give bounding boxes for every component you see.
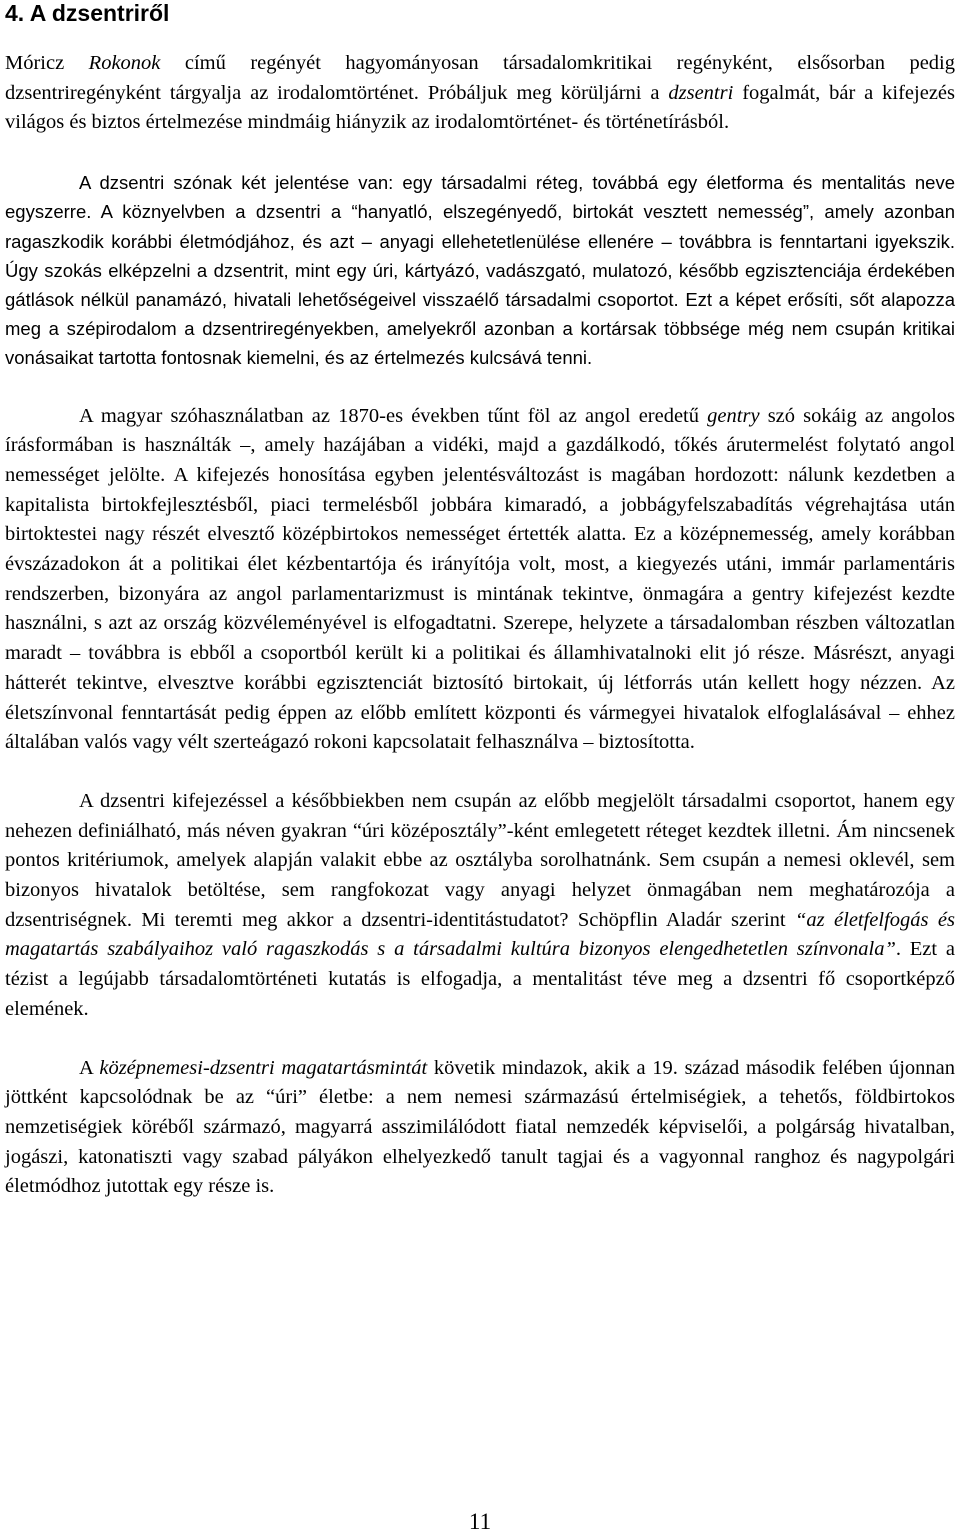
text-run: című regényét hagyományosan társadalomkritikai regényként, elsősorban pedig dzsentriregényként tárgyalja az irodalomtörténet. Próbáljuk meg körüljárni a [5,52,955,104]
text-run: fogalmát, bár a kifejezés világos és biztos értelmezése mindmáig hiányzik az irodalomtörténet- és történetírásból. [5,81,955,134]
text-run: . Ezt a tézist a legújabb társadalomtörténeti kutatás is elfogadja, a mentalitást téve meg a dzsentri fő csoportképző elemének. [5,938,955,1020]
paragraph-followers [5,1054,955,1203]
text-run: Móricz [5,52,89,74]
text-run: A magyar szóhasználatban az 1870-es években tűnt föl az angol eredetű [79,404,708,427]
paragraph-meaning: A dzsentri szónak két jelentése van: egy társadalmi réteg, továbbá egy életforma és mentalitás neve egyszerre. A köznyelvben a dzsentri a “hanyatló, elszegényedő, birtokát vesztett nemesség”, amely azonban ragaszkodik korábbi életmódjához, és azt – anyagi ellehetetlenülése ellenére – továbbra is fenntartani igyekszik. Úgy szokás elképzelni a dzsentrit, mint egy úri, kártyázó, vadászgató, mulatozó, később egzisztenciája érdekében gátlások nélkül panamázó, hivatali lehetőségeivel visszaélő társadalmi csoportot. Ezt a képet erősíti, sőt alapozza meg a szépirodalom a dzsentriregényekben, amelyekről azonban a kortársak többsége még nem csupán kritikai vonásaikat tartotta fontosnak kiemelni, és az értelmezés kulcsává tenni. [5,172,955,369]
text-run: szó sokáig az angolos írásformában is használták –, amely hazájában a vidéki, majd a gazdálkodó, tőkés árutermelést folytató angol nemességet jelölte. A kifejezés honosítása egyben jelentésváltozást is magában hordozott: nálunk kezdetben a kapitalista birtokfejlesztésből, piaci termelésből jobbára kimaradó, a jobbágyfelszabadítás végrehajtása után birtoktestei nagy részét elvesztő középbirtokos nemességet értették alatta. Ez a középnemesség, amely korábban évszázadokon át a politikai élet kézbentartója és irányítója volt, most, a kiegyezés utáni, immár parlamentáris rendszerben, bizonyára az angol parlamentarizmust is mintának tekintve, önmagára a gentry kifejezést kezdte használni, s azt az ország közvéleményével is elfogadtatni. Szerepe, helyzete a társadalomban részben változatlan maradt – továbbra is ebből a csoportból került ki a politikai és államhivatalnoki elit jó része. Másrészt, anyagi hátterét tekintve, elvesztve korábbi egzisztenciát biztosító birtokait, új létforrás után kellett hogy nézzen. Az életszínvonal fenntartását pedig éppen az előbb említett központi és vármegyei hivatalok elfoglalásával – ehhez általában valós vagy vélt szerteágazó rokoni kapcsolatait felhasználva – biztosította. [5,404,955,754]
italic-term: középnemesi-dzsentri magatartásmintát [99,1056,428,1079]
text-run: A dzsentri kifejezéssel a későbbiekben nem csupán az előbb megjelölt társadalmi csoportot, hanem egy nehezen definiálható, más néven gyakran “úri középosztály”-ként emlegetett réteget kezdtek illetni. Ám nincsenek pontos kritériumok, amelyek alapján valakit ebbe az osztályba sorolhatnánk. Sem csupán a nemesi oklevél, sem bizonyos hivatalok betöltése, sem rangfokozat vagy anyagi helyzet önmagában nem meghatározója a dzsentriségnek. Mi teremti meg akkor a dzsentri-identitástudatot? Schöpflin Aladár szerint [5,789,955,931]
italic-quote: “az életfelfogás és magatartás szabályaihoz való ragaszkodás s a társadalmi kultúra bizonyos elengedhetetlen színvonala” [5,908,955,961]
italic-term: dzsentri [668,81,734,104]
document-page [5,0,955,1202]
text-run: A [79,1056,100,1079]
page-number: 11 [468,1509,492,1534]
italic-term: gentry [707,404,760,427]
paragraph-history [5,402,955,758]
paragraph-intro [5,49,955,138]
text-run: követik mindazok, akik a 19. század második felében újonnan jöttként kapcsolódnak be az “úri” életbe: a nem nemesi származású értelmiségiek, a tehetős, földbirtokos nemzetiségiek köréből származó, magyarrá asszimilálódott fiatal nemzedék képviselői, a polgárság hivatalban, jogászi, katonatiszti vagy szabad pályákon elhelyezkedő tanult tagjai és a vagyonnal ranghoz és nagypolgári életmódhoz jutottak egy része is. [5,1056,955,1198]
italic-title: Rokonok [88,52,161,74]
paragraph-identity [5,787,955,1025]
section-heading: 4. A dzsentriről [5,0,170,26]
